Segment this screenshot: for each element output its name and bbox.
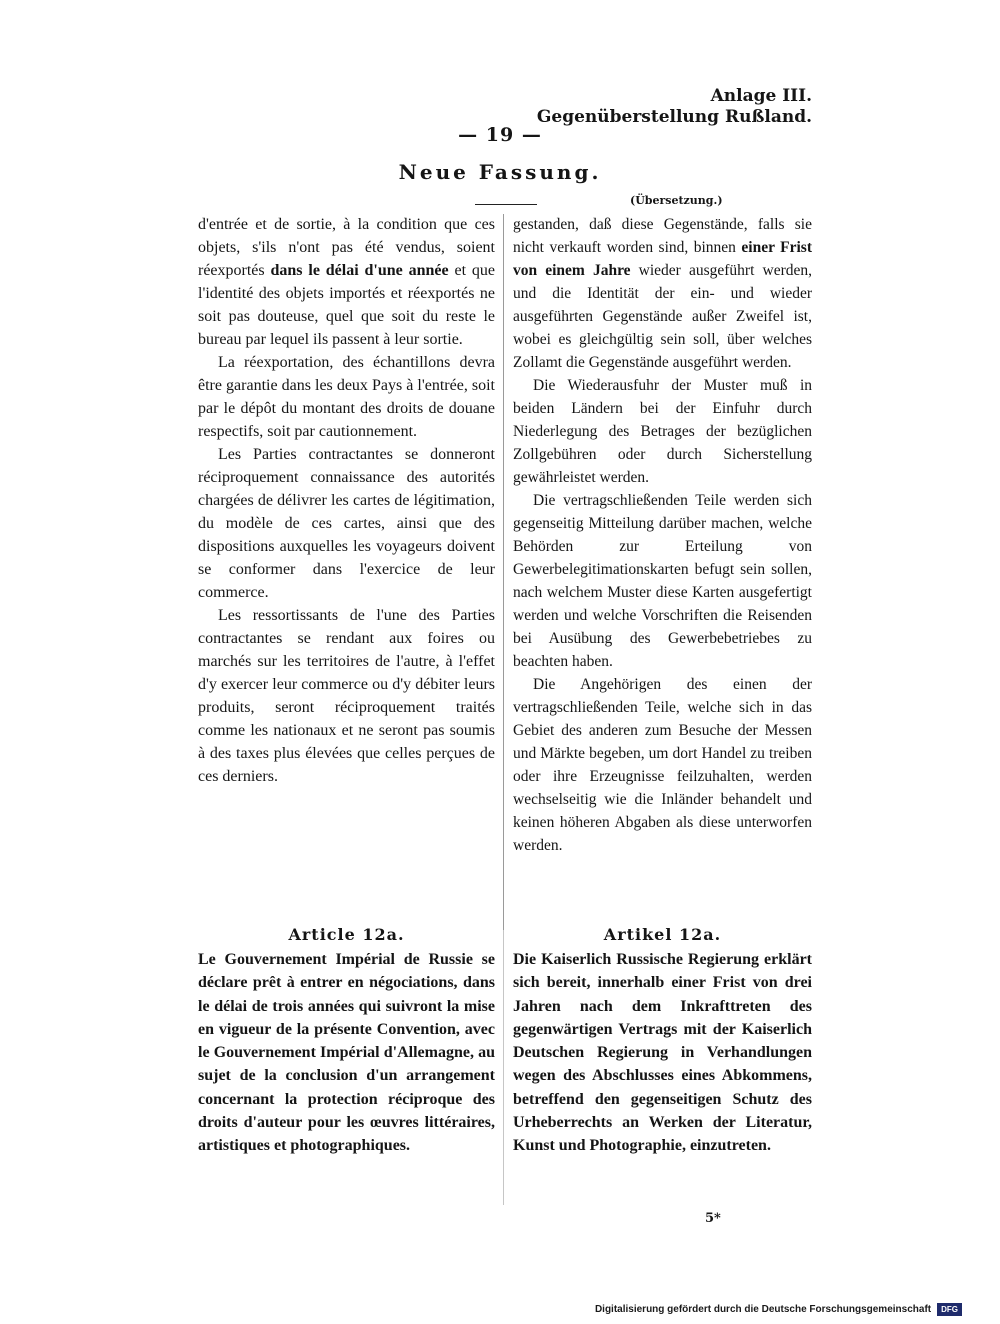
german-article-heading: Artikel 12a. bbox=[603, 925, 722, 944]
german-paragraph-4: Die Angehörigen des einen der vertragschließenden Teile, welche sich in das Gebiet des anderen zum Besuche der Messen und Märkte begeben, um dort Handel zu treiben oder ihre Erzeugnisse feilzuhalten, werden wechselseitig wie die Inländer behandelt und keinen höheren Abgaben als diese unterworfen werden. bbox=[513, 676, 812, 854]
translation-note: (Übersetzung.) bbox=[630, 194, 723, 207]
german-paragraph-1: gestanden, daß diese Gegenstände, falls sie nicht verkauft worden sind, binnen einer Frist von einem Jahre wieder ausgeführt werden, und die Identität der ein- und wieder ausgeführten Gegenstände außer Zweifel ist, wobei es gleichgültig sein soll, über welches Zollamt die Gegenstände ausgeführt werden. bbox=[513, 216, 812, 371]
german-emphasis: einer Frist von einem Jahre bbox=[513, 239, 812, 279]
french-article-text: Le Gouvernement Impérial de Russie se déclare prêt à entrer en négociations, dans le délai de trois années qui suivront la mise en vigueur de la présente Convention, avec le Gouvernement Impérial d'Allemagne, au sujet de la conclusion d'un arrangement concernant la protection réciproque des droits d'auteur pour les œuvres littéraires, artistiques et photographiques. bbox=[198, 951, 495, 1155]
french-paragraph-1: d'entrée et de sortie, à la condition que ces objets, s'ils n'ont pas été vendus, soient réexportés dans le délai d'une année et que l'identité des objets importés et réexportés ne soit pas douteuse, quel que soit du reste le bureau par lequel ils passent à leur sortie. bbox=[198, 216, 496, 348]
page-number: — 19 — bbox=[458, 124, 542, 146]
french-column bbox=[198, 213, 495, 788]
french-emphasis: dans le délai d'une année bbox=[270, 262, 449, 279]
heading-rule bbox=[475, 204, 537, 205]
annex-header bbox=[537, 86, 812, 128]
section-heading: Neue Fassung. bbox=[398, 160, 602, 184]
comparison-label: Gegenüberstellung Rußland. bbox=[536, 107, 812, 127]
french-paragraph-4: Les ressortissants de l'une des Parties contractantes se rendant aux foires ou marchés sur les territoires de l'autre, à l'effet d'y exercer leur commerce ou d'y débiter leurs produits, seront réciproquement traités comme les nationaux et ne seront pas soumis à des taxes plus élevées que celles perçues de ces derniers. bbox=[198, 607, 495, 785]
german-paragraph-3: Die vertragschließenden Teile werden sich gegenseitig Mitteilung darüber machen, welche Behörden zur Erteilung von Gewerbelegitimationskarten befugt sein sollen, nach welchem Muster diese Karten ausgefertigt werden und welche Vorschriften die Reisenden bei Ausübung des Gewerbebetriebes zu beachten haben. bbox=[513, 492, 812, 670]
german-column bbox=[513, 213, 812, 857]
footer-credit: Digitalisierung gefördert durch die Deutsche Forschungsgemeinschaft bbox=[594, 1304, 932, 1315]
french-paragraph-2: La réexportation, des échantillons devra être garantie dans les deux Pays à l'entrée, soit par le dépôt du montant des droits de douane respectifs, soit par cautionnement. bbox=[198, 354, 495, 440]
annex-label: Anlage III. bbox=[710, 86, 812, 106]
footer bbox=[595, 1303, 962, 1316]
dfg-logo-icon: DFG bbox=[937, 1303, 962, 1316]
german-article-text: Die Kaiserlich Russische Regierung erklärt sich bereit, innerhalb einer Frist von drei Jahren nach dem Inkrafttreten des gegenwärtigen Vertrags mit der Kaiserlich Deutschen Regierung in Verhandlungen wegen des Abschlusses eines Abkommens, betreffend den gegenseitigen Schutz des Urheberrechts an Werken der Literatur, Kunst und Photographie, einzutreten. bbox=[513, 951, 812, 1155]
german-paragraph-2: Die Wiederausfuhr der Muster muß in beiden Ländern bei der Einfuhr durch Niederlegung des Betrages der bezüglichen Zollgebühren oder durch Sicherstellung gewährleistet werden. bbox=[513, 377, 812, 486]
french-article-heading: Article 12a. bbox=[288, 925, 405, 944]
signature-mark: 5* bbox=[705, 1211, 721, 1226]
column-divider-lower bbox=[503, 930, 504, 1205]
french-paragraph-3: Les Parties contractantes se donneront réciproquement connaissance des autorités chargées de délivrer les cartes de légitimation, du modèle de ces cartes, ainsi que des dispositions auxquelles les voyageurs doivent se conformer dans l'exercice de leur commerce. bbox=[198, 446, 495, 601]
